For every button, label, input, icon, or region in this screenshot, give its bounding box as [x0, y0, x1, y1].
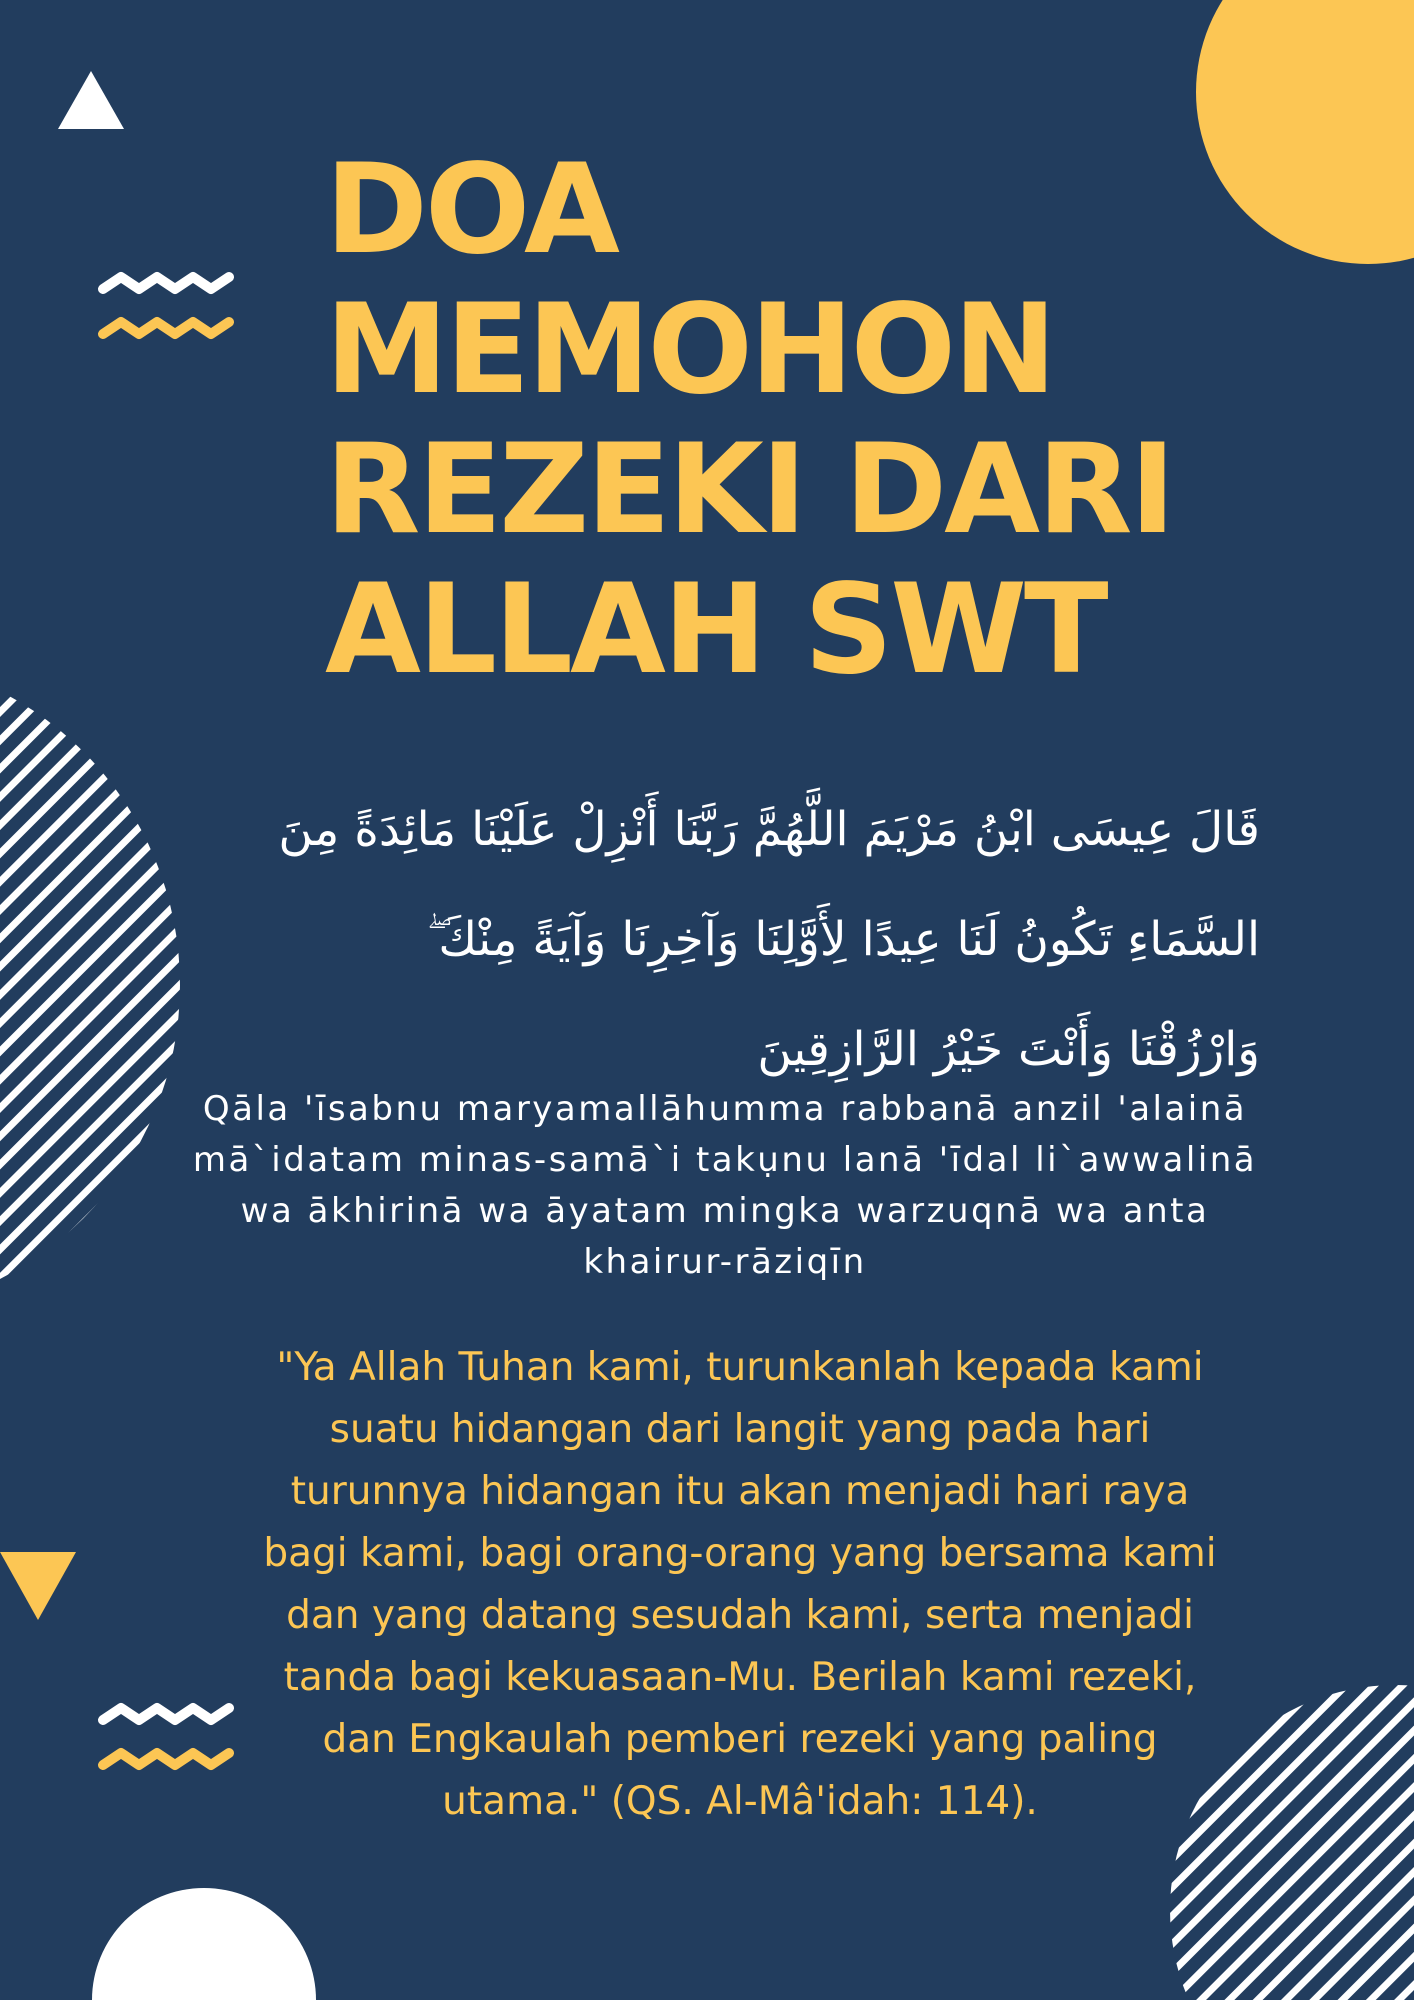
arabic-line: قَالَ عِيسَى ابْنُ مَرْيَمَ اللَّهُمَّ رَبَّنَا أَنْزِلْ عَلَيْنَا مَائِدَةً مِنَ — [278, 802, 1260, 857]
transliteration-text — [100, 1084, 1350, 1288]
white-circle-bottom-left — [92, 1888, 316, 2000]
arabic-line: وَارْزُقْنَا وَأَنْتَ خَيْرُ الرَّازِقِينَ — [757, 1022, 1260, 1077]
page-title — [325, 140, 1345, 700]
title-line: REZEKI DARI — [325, 418, 1173, 562]
yellow-zigzag-icon-top — [103, 322, 229, 334]
translation-line: dan Engkaulah pemberi rezeki yang paling — [322, 1717, 1158, 1762]
translation-text — [150, 1337, 1330, 1833]
transliteration-line: wa ākhirinā wa āyatam mingka warzuqnā wa anta — [240, 1191, 1210, 1231]
transliteration-line: khairur-rāziqīn — [583, 1242, 867, 1282]
title-line: DOA — [325, 138, 617, 282]
white-triangle-icon — [58, 71, 124, 129]
title-line: ALLAH SWT — [325, 558, 1106, 702]
translation-line: dan yang datang sesudah kami, serta menjadi — [286, 1593, 1194, 1638]
translation-line: suatu hidangan dari langit yang pada hari — [329, 1407, 1151, 1452]
yellow-triangle-down-icon — [0, 1552, 76, 1620]
transliteration-line: Qāla 'īsabnu maryamallāhumma rabbanā anzil 'alainā — [202, 1089, 1248, 1129]
translation-line: utama." (QS. Al-Mâ'idah: 114). — [442, 1779, 1038, 1824]
translation-line: turunnya hidangan itu akan menjadi hari raya — [290, 1469, 1190, 1514]
arabic-prayer-text — [190, 775, 1260, 1105]
transliteration-line: mā`idatam minas-samā`i takụnu lanā 'īdal li`awwalinā — [192, 1140, 1258, 1180]
white-zigzag-icon-top — [103, 277, 229, 289]
arabic-line: السَّمَاءِ تَكُونُ لَنَا عِيدًا لِأَوَّلِنَا وَآخِرِنَا وَآيَةً مِنْكَ ۖ — [426, 912, 1260, 967]
translation-line: tanda bagi kekuasaan-Mu. Berilah kami rezeki, — [283, 1655, 1197, 1700]
translation-line: "Ya Allah Tuhan kami, turunkanlah kepada kami — [276, 1345, 1204, 1390]
translation-line: bagi kami, bagi orang-orang yang bersama kami — [263, 1531, 1217, 1576]
title-line: MEMOHON — [325, 278, 1054, 422]
